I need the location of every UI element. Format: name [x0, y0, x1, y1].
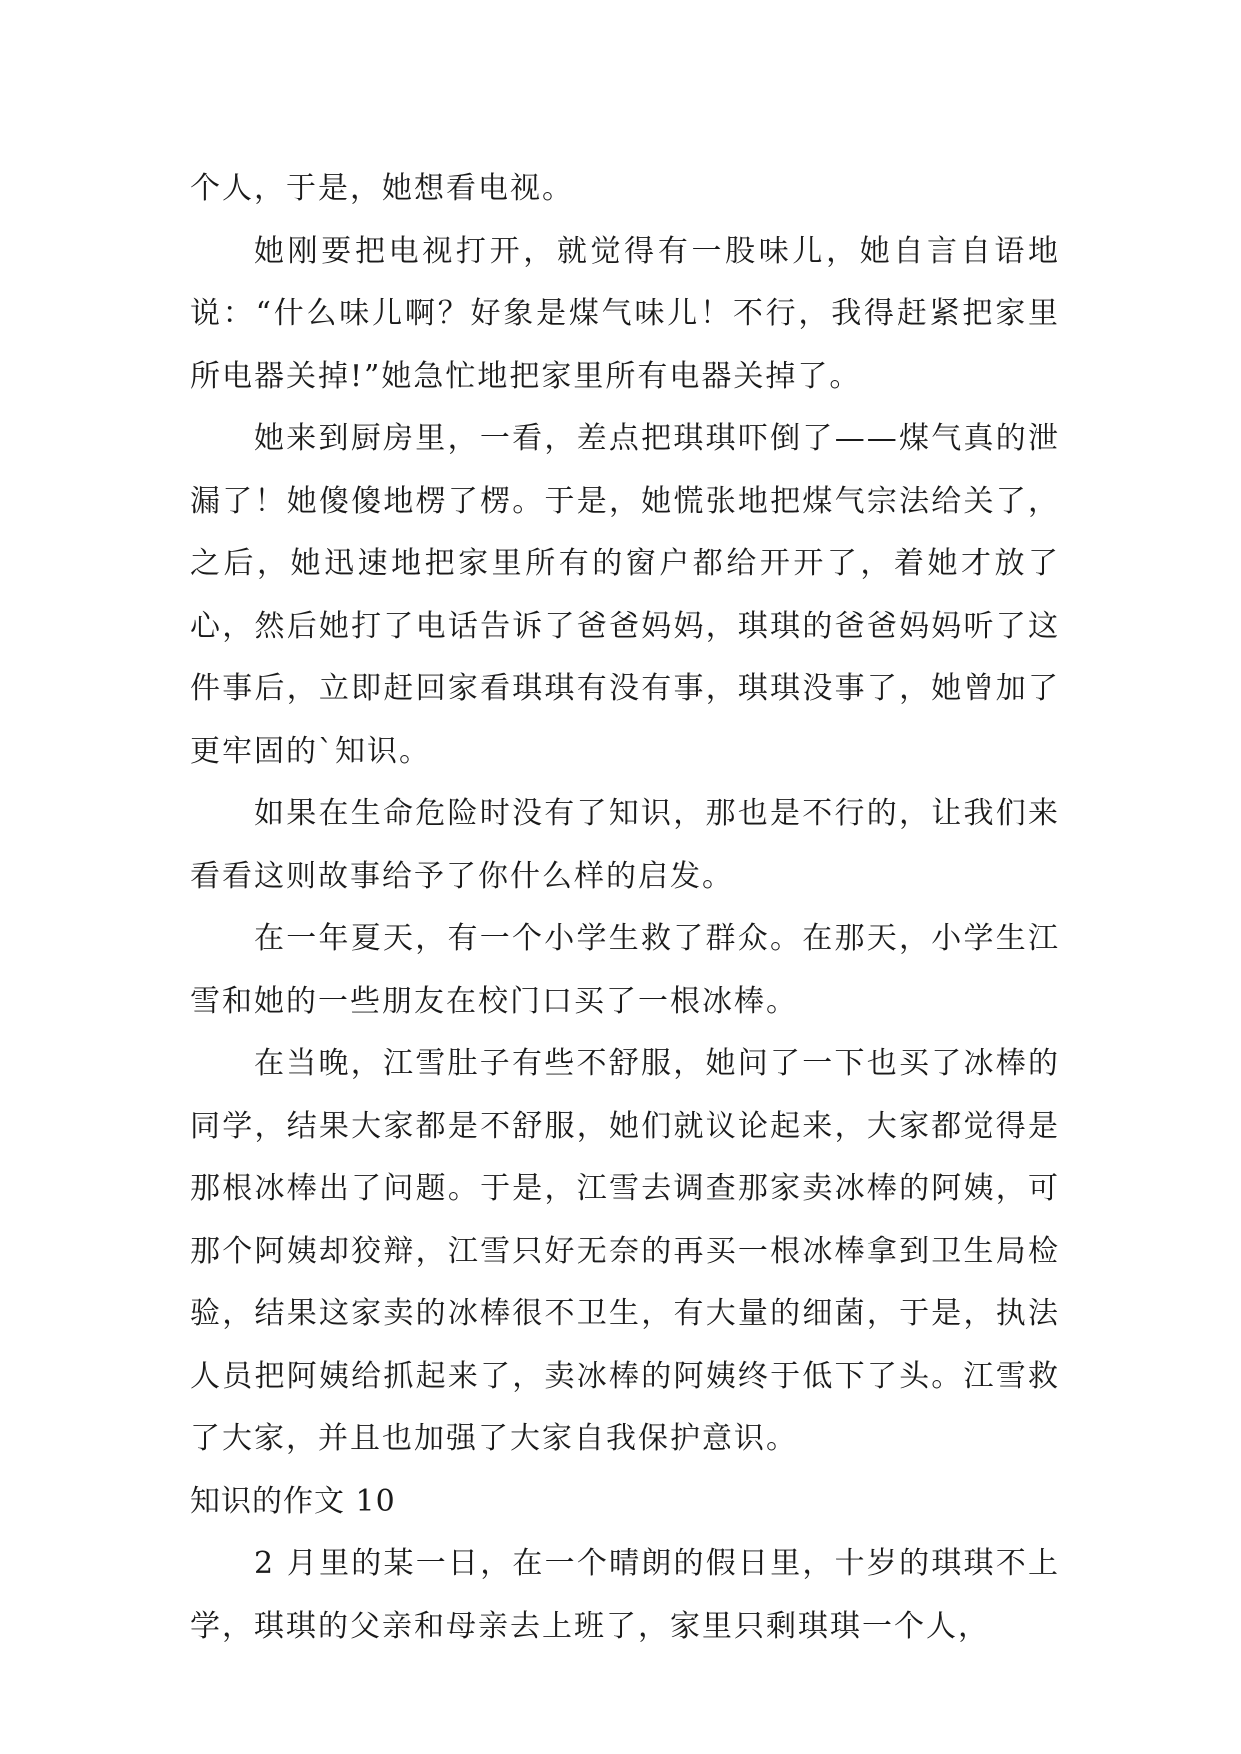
document-body: [190, 158, 1060, 1658]
closing-paragraph: 2 月里的某一日，在一个晴朗的假日里，十岁的琪琪不上学，琪琪的父亲和母亲去上班了，家里只剩琪琪一个人，: [190, 1546, 1060, 1644]
section-heading: 知识的作文 10: [190, 1483, 396, 1519]
paragraph-2: 她刚要把电视打开，就觉得有一股味儿，她自言自语地说：“什么味儿啊？好象是煤气味儿！不行，我得赶紧把家里所电器关掉!”她急忙地把家里所有电器关掉了。: [190, 233, 1060, 394]
paragraph-1: 个人，于是，她想看电视。: [190, 171, 574, 206]
paragraph-6: 在当晚，江雪肚子有些不舒服，她问了一下也买了冰棒的同学，结果大家都是不舒服，她们就议论起来，大家都觉得是那根冰棒出了问题。于是，江雪去调查那家卖冰棒的阿姨，可那个阿姨却狡辩，江雪只好无奈的再买一根冰棒拿到卫生局检验，结果这家卖的冰棒很不卫生，有大量的细菌，于是，执法人员把阿姨给抓起来了，卖冰棒的阿姨终于低下了头。江雪救了大家，并且也加强了大家自我保护意识。: [190, 1046, 1060, 1456]
paragraph-3: 她来到厨房里，一看，差点把琪琪吓倒了——煤气真的泄漏了！她傻傻地楞了楞。于是，她慌张地把煤气宗法给关了，之后，她迅速地把家里所有的窗户都给开开了，着她才放了心，然后她打了电话告诉了爸爸妈妈，琪琪的爸爸妈妈听了这件事后，立即赶回家看琪琪有没有事，琪琪没事了，她曾加了更牢固的`知识。: [190, 421, 1060, 769]
paragraph-5: 在一年夏天，有一个小学生救了群众。在那天，小学生江雪和她的一些朋友在校门口买了一根冰棒。: [190, 921, 1060, 1019]
paragraph-4: 如果在生命危险时没有了知识，那也是不行的，让我们来看看这则故事给予了你什么样的启发。: [190, 796, 1060, 894]
